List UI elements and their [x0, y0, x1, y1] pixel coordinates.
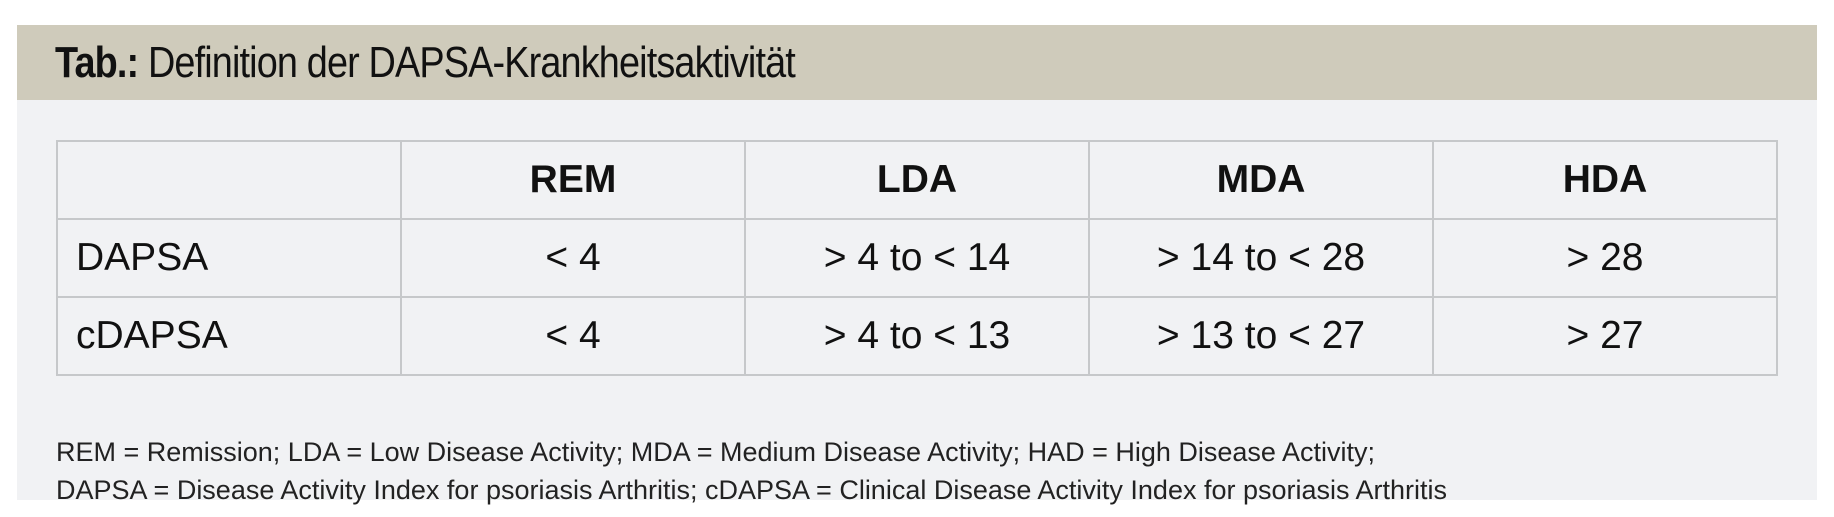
table-card [17, 25, 1817, 505]
table-footnote [56, 433, 1796, 509]
row-label-cdapsa: cDAPSA [57, 297, 401, 375]
table-row [57, 219, 1777, 297]
column-header-empty [57, 141, 401, 219]
table-row [57, 297, 1777, 375]
table-caption [55, 38, 795, 88]
row-label-dapsa: DAPSA [57, 219, 401, 297]
caption-title: Definition der DAPSA-Krankheitsaktivität [147, 37, 795, 87]
cell-cdapsa-mda: > 13 to < 27 [1089, 297, 1433, 375]
cell-cdapsa-hda: > 27 [1433, 297, 1777, 375]
cell-dapsa-rem: < 4 [401, 219, 745, 297]
column-header-rem: REM [401, 141, 745, 219]
cell-dapsa-lda: > 4 to < 14 [745, 219, 1089, 297]
cell-cdapsa-rem: < 4 [401, 297, 745, 375]
dapsa-definition-table [56, 140, 1778, 376]
column-header-lda: LDA [745, 141, 1089, 219]
column-header-mda: MDA [1089, 141, 1433, 219]
cell-cdapsa-lda: > 4 to < 13 [745, 297, 1089, 375]
footnote-line-1: REM = Remission; LDA = Low Disease Activity; MDA = Medium Disease Activity; HAD = High Disease Activity; [56, 437, 1375, 467]
footnote-line-2: DAPSA = Disease Activity Index for psoriasis Arthritis; cDAPSA = Clinical Disease Activity Index for psoriasis Arthritis [56, 475, 1448, 505]
table-header-bar [17, 25, 1817, 100]
cell-dapsa-hda: > 28 [1433, 219, 1777, 297]
cell-dapsa-mda: > 14 to < 28 [1089, 219, 1433, 297]
table-header-row [57, 141, 1777, 219]
caption-prefix: Tab.: [55, 37, 139, 87]
column-header-hda: HDA [1433, 141, 1777, 219]
